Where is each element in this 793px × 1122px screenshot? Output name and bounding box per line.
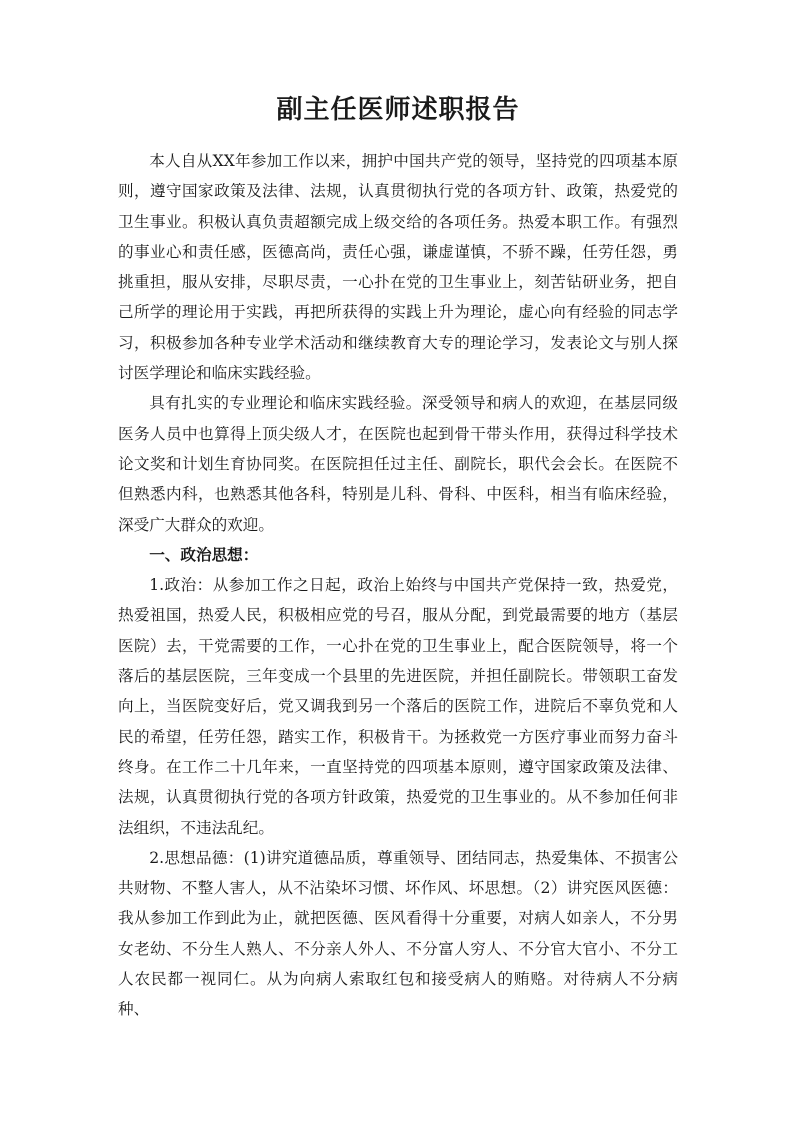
document-page xyxy=(118,92,678,1025)
paragraph-intro: 本人自从XX年参加工作以来，拥护中国共产党的领导，坚持党的四项基本原则，遵守国家政策及法律、法规，认真贯彻执行党的各项方针、政策，热爱党的卫生事业。积极认真负责超额完成上级交给的各项任务。热爱本职工作。有强烈的事业心和责任感，医德高尚，责任心强，谦虚谨慎，不骄不躁，任劳任怨，勇挑重担，服从安排，尽职尽责，一心扑在党的卫生事业上，刻苦钻研业务，把自己所学的理论用于实践，再把所获得的实践上升为理论，虚心向有经验的同志学习，积极参加各种专业学术活动和继续教育大专的理论学习，发表论文与别人探讨医学理论和临床实践经验。 xyxy=(118,152,678,383)
section-heading-politics: 一、政治思想： xyxy=(149,545,259,564)
document-title: 副主任医师述职报告 xyxy=(276,95,520,125)
paragraph-ethics: 2.思想品德：(1)讲究道德品质，尊重领导、团结同志，热爱集体、不损害公共财物、不整人害人，从不沾染坏习惯、坏作风、坏思想。（2）讲究医风医德：我从参加工作到此为止，就把医德、医风看得十分重要，对病人如亲人，不分男女老幼、不分生人熟人、不分亲人外人、不分富人穷人、不分官大官小、不分工人农民都一视同仁。从为向病人索取红包和接受病人的贿赂。对待病人不分病种、 xyxy=(118,848,678,1019)
paragraph-expertise: 具有扎实的专业理论和临床实践经验。深受领导和病人的欢迎，在基层同级医务人员中也算得上顶尖级人才，在医院也起到骨干带头作用，获得过科学技术论文奖和计划生育协同奖。在医院担任过主任、副院长，职代会会长。在医院不但熟悉内科，也熟悉其他各科，特别是儿科、骨科、中医科，相当有临床经验，深受广大群众的欢迎。 xyxy=(118,394,678,534)
paragraph-politics: 1.政治：从参加工作之日起，政治上始终与中国共产党保持一致，热爱党，热爱祖国，热爱人民，积极相应党的号召，服从分配，到党最需要的地方（基层医院）去，干党需要的工作，一心扑在党的卫生事业上，配合医院领导，将一个落后的基层医院，三年变成一个县里的先进医院，并担任副院长。带领职工奋发向上，当医院变好后，党又调我到另一个落后的医院工作，进院后不辜负党和人民的希望，任劳任怨，踏实工作，积极肯干。为拯救党一方医疗事业而努力奋斗终身。在工作二十几年来，一直坚持党的四项基本原则，遵守国家政策及法律、法规，认真贯彻执行党的各项方针政策，热爱党的卫生事业的。从不参加任何非法组织，不违法乱纪。 xyxy=(118,576,678,837)
